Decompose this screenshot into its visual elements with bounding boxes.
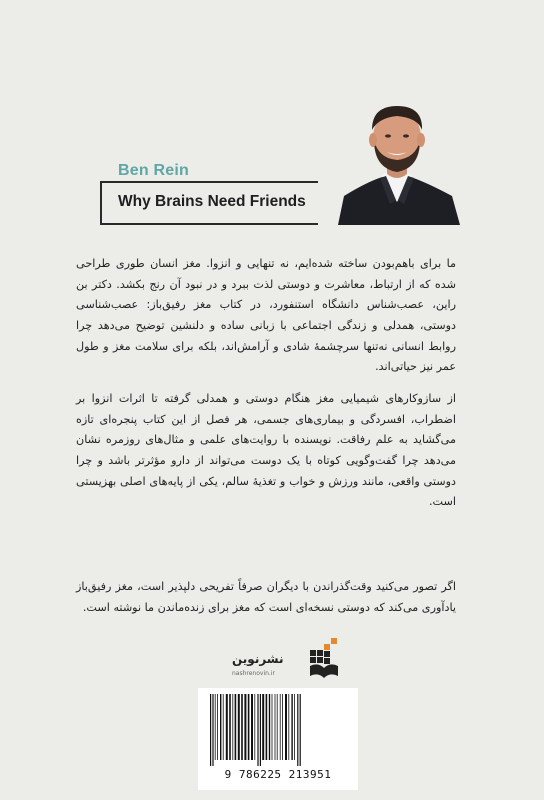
publisher-name: نشرنوین <box>232 652 284 666</box>
isbn-barcode <box>198 688 358 790</box>
blurb-paragraph-2: از سازوکارهای شیمیایی مغز هنگام دوستی و همدلی گرفته تا اثرات انزوا بر اضطراب، افسردگی و بیماری‌های جسمی، هر فصل از این کتاب پنجره‌ای تازه می‌گشاید به علم رفاقت. نویسنده با روایت‌های علمی و مثال‌های روزمره نشان می‌دهد چرا گفت‌وگویی کوتاه با یک دوست می‌تواند از دارو مؤثرتر باشد و چرا دوستی واقعی، مانند ورزش و خواب و تغذیهٔ سالم، یکی از پایه‌های اصلی بهزیستی است. <box>76 392 456 509</box>
blurb-paragraph-1: ما برای باهم‌بودن ساخته شده‌ایم، نه تنهایی و انزوا. مغز انسان طوری طراحی شده که از ارتباط، معاشرت و دوستی لذت ببرد و در نبود آن رنج بکشد. دکتر بن راین، عصب‌شناس دانشگاه استنفورد، در کتاب مغز رفیق‌باز: عصب‌شناسی دوستی، همدلی و زندگی اجتماعی با زبانی ساده و دلنشین توضیح می‌دهد چرا روابط انسانی نه‌تنها سرچشمهٔ شادی و آرامش‌اند، بلکه برای سلامت مغز و طول عمر نیز حیاتی‌اند. <box>76 257 456 374</box>
blurb-paragraph-3: اگر تصور می‌کنید وقت‌گذراندن با دیگران صرفاً تفریحی دلپذیر است، مغز رفیق‌باز یادآوری می‌کند که دوستی نسخه‌ای است که مغز برای زنده‌ماندن ما نوشته است. <box>76 580 456 614</box>
author-name: Ben Rein <box>118 162 189 179</box>
author-portrait <box>330 100 465 225</box>
book-title-english: Why Brains Need Friends <box>118 193 306 210</box>
barcode-bars <box>208 694 348 766</box>
isbn-number: 9 786225 213951 <box>224 768 332 781</box>
publisher-url: nashrenovin.ir <box>232 670 275 677</box>
